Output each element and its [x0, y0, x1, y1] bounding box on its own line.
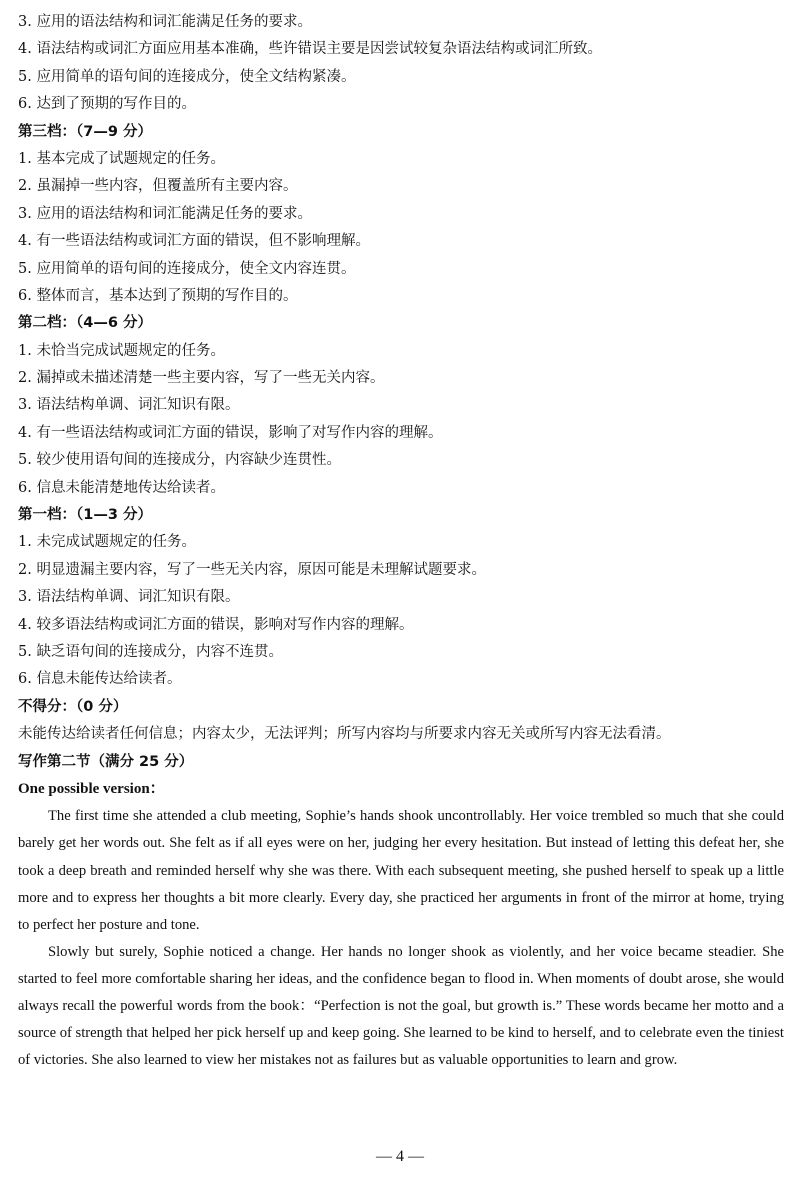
list-item: 5. 应用简单的语句间的连接成分，使全文内容连贯。: [18, 260, 356, 277]
band1-heading: 第一档：（1—3 分）: [18, 507, 152, 524]
essay-paragraph-1: The first time she attended a club meeting, Sophie’s hands shook uncontrollably. Her voice trembled so much that she could barely get her words out. She felt as if all eyes were on her, judging her every hesitation. But instead of letting this defeat her, she took a deep breath and reminded herself why she was there. With each subsequent meeting, she pushed herself to speak up a little more and to express her thoughts a bit more clearly. Every day, she practiced her arguments in front of the mirror at home, trying to perfect her posture and tone.: [18, 808, 784, 933]
list-item: 5. 应用简单的语句间的连接成分，使全文结构紧凑。: [18, 68, 356, 85]
page-number: — 4 —: [376, 1148, 424, 1165]
list-item: 6. 信息未能传达给读者。: [18, 671, 182, 688]
list-item: 4. 有一些语法结构或词汇方面的错误，影响了对写作内容的理解。: [18, 424, 443, 441]
writing-section-2: [18, 749, 784, 1075]
list-item: 2. 虽漏掉一些内容，但覆盖所有主要内容。: [18, 178, 298, 195]
list-item: 2. 明显遗漏主要内容，写了一些无关内容，原因可能是未理解试题要求。: [18, 561, 486, 578]
band3-heading: 第三档：（7—9 分）: [18, 123, 152, 140]
list-item: 3. 语法结构单调、词汇知识有限。: [18, 589, 240, 606]
version-label: One possible version：: [18, 780, 165, 797]
list-item: 6. 信息未能清楚地传达给读者。: [18, 479, 225, 496]
page-content: [18, 9, 784, 1074]
list-item: 3. 应用的语法结构和词汇能满足任务的要求。: [18, 14, 312, 30]
essay-paragraph-2: Slowly but surely, Sophie noticed a change. Her hands no longer shook as violently, and her voice became steadier. She started to feel more comfortable sharing her ideas, and the confidence began to flood in. When moments of doubt arose, she would always recall the powerful words from the book：“Perfection is not the goal, but growth is.” These words became her motto and a source of strength that helped her pick herself up and keep going. She learned to be kind to herself, and to celebrate even the tiniest of victories. She also learned to view her mistakes not as failures but as valuable opportunities to learn and grow.: [18, 943, 784, 1069]
band3-section: [18, 119, 784, 311]
band2-heading: 第二档：（4—6 分）: [18, 315, 152, 332]
section2-heading: 写作第二节（满分 25 分）: [18, 753, 194, 770]
band1-section: [18, 502, 784, 694]
list-item: 4. 较多语法结构或词汇方面的错误，影响对写作内容的理解。: [18, 616, 414, 633]
list-item: 1. 未完成试题规定的任务。: [18, 534, 196, 551]
list-item: 6. 达到了预期的写作目的。: [18, 96, 196, 113]
list-item: 4. 有一些语法结构或词汇方面的错误，但不影响理解。: [18, 233, 370, 250]
band0-section: [18, 694, 784, 749]
list-item: 2. 漏掉或未描述清楚一些主要内容，写了一些无关内容。: [18, 370, 385, 387]
band4-list: [18, 9, 784, 119]
list-item: 1. 基本完成了试题规定的任务。: [18, 150, 225, 167]
list-item: 4. 语法结构或词汇方面应用基本准确，些许错误主要是因尝试较复杂语法结构或词汇所致。: [18, 41, 602, 58]
band0-text: 未能传达给读者任何信息；内容太少，无法评判；所写内容均与所要求内容无关或所写内容无法看清。: [18, 726, 671, 743]
list-item: 1. 未恰当完成试题规定的任务。: [18, 342, 225, 359]
band2-section: [18, 310, 784, 502]
list-item: 3. 语法结构单调、词汇知识有限。: [18, 397, 240, 414]
list-item: 3. 应用的语法结构和词汇能满足任务的要求。: [18, 205, 312, 222]
list-item: 6. 整体而言，基本达到了预期的写作目的。: [18, 287, 298, 304]
list-item: 5. 较少使用语句间的连接成分，内容缺少连贯性。: [18, 452, 341, 469]
list-item: 5. 缺乏语句间的连接成分，内容不连贯。: [18, 643, 283, 660]
band0-heading: 不得分：（0 分）: [18, 698, 128, 715]
